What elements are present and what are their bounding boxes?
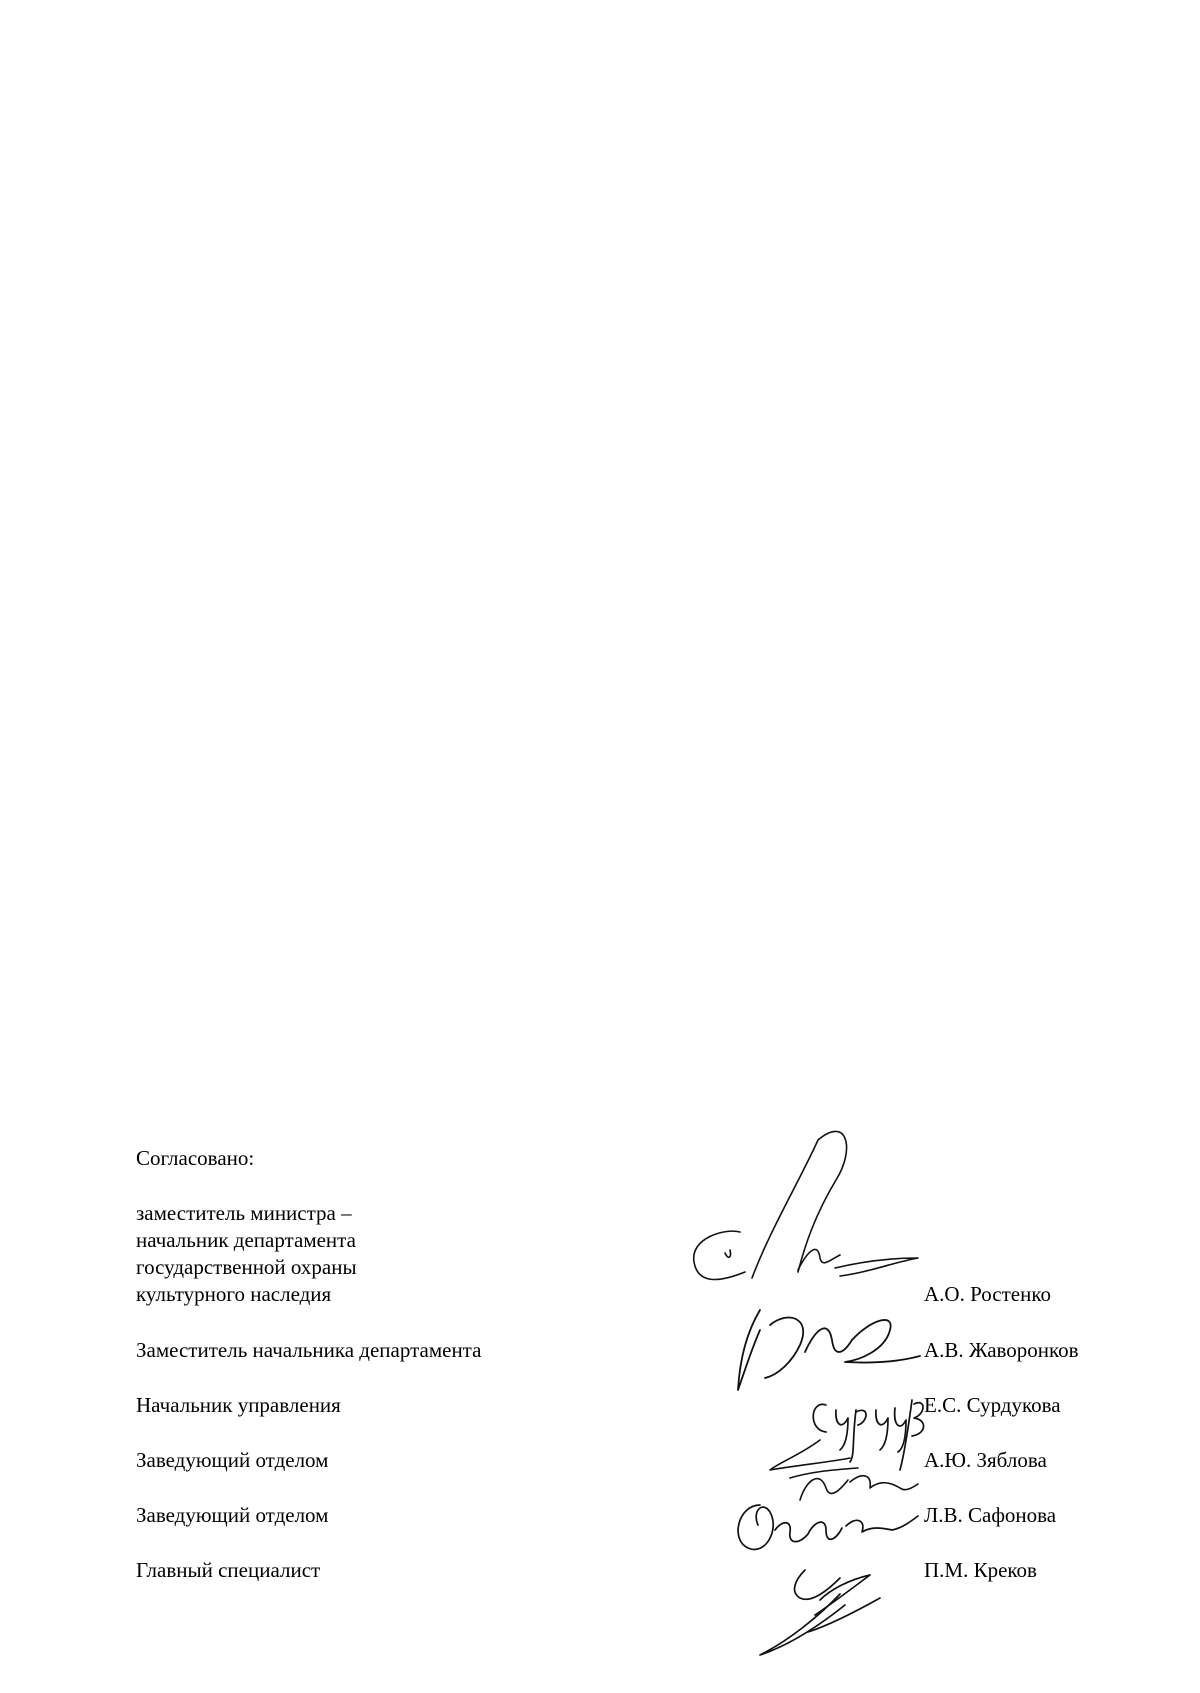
signature-krekov <box>760 1570 880 1655</box>
signature-zyablova <box>770 1440 918 1500</box>
position-line: государственной охраны <box>136 1255 357 1279</box>
signatory-position: Заместитель начальника департамента <box>136 1338 482 1362</box>
signatory-name: П.М. Креков <box>924 1558 1037 1582</box>
signatory-position: Заведующий отделом <box>136 1448 329 1472</box>
signature-safonova <box>738 1505 918 1549</box>
approval-heading: Согласовано: <box>136 1146 255 1170</box>
position-line: начальник департамента <box>136 1228 356 1252</box>
signature-rostenko <box>694 1131 918 1279</box>
signatory-position: Начальник управления <box>136 1393 341 1417</box>
signatory-name: Л.В. Сафонова <box>924 1503 1057 1527</box>
signature-zhavoronkov <box>738 1310 920 1390</box>
signatory-name: Е.С. Сурдукова <box>924 1393 1061 1417</box>
signature-surdukova <box>813 1400 923 1470</box>
position-line: заместитель министра – <box>136 1201 352 1225</box>
position-line: культурного наследия <box>136 1282 332 1306</box>
signatory-name: А.В. Жаворонков <box>924 1338 1079 1362</box>
signatory-position: Заведующий отделом <box>136 1503 329 1527</box>
signatory-position: Главный специалист <box>136 1558 321 1582</box>
signatory-name: А.О. Ростенко <box>924 1282 1051 1306</box>
signatory-name: А.Ю. Зяблова <box>924 1448 1047 1472</box>
